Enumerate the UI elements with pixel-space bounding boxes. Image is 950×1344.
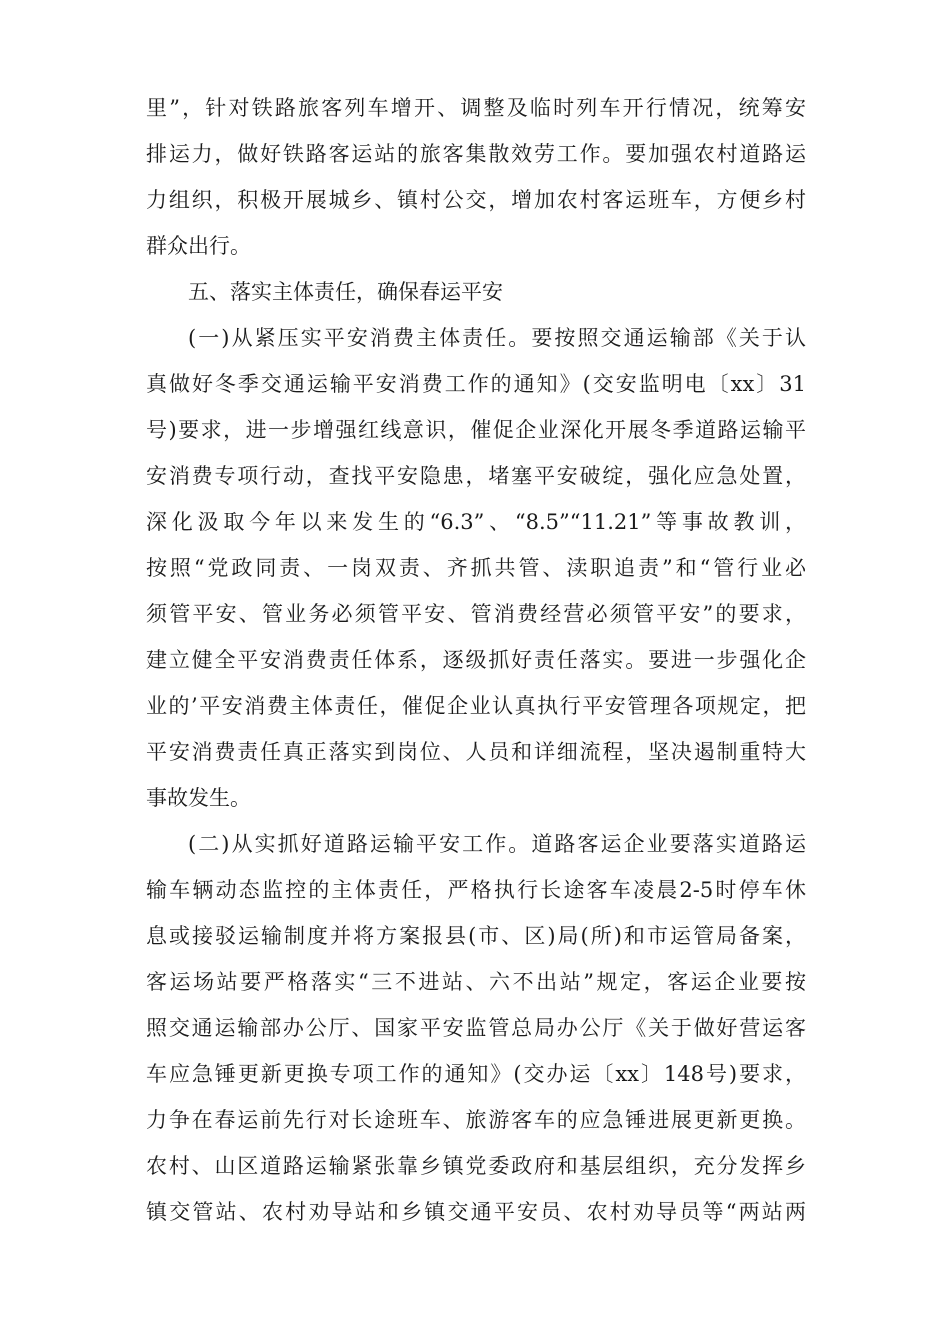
text-line: 五、落实主体责任，确保春运平安 — [188, 280, 503, 304]
text-line: 力争在春运前先行对长途班车、旅游客车的应急锤进展更新更换。 — [146, 1108, 806, 1132]
text-line: (二)从实抓好道路运输平安工作。道路客运企业要落实道路运 — [188, 832, 806, 856]
text-line: 群众出行。 — [146, 234, 251, 258]
text-line: 车应急锤更新更换专项工作的通知》(交办运〔xx〕148号)要求， — [146, 1062, 806, 1086]
text-line: 农村、山区道路运输紧张靠乡镇党委政府和基层组织，充分发挥乡 — [146, 1154, 806, 1178]
text-line: 事故发生。 — [146, 786, 251, 810]
text-line: 里”，针对铁路旅客列车增开、调整及临时列车开行情况，统筹安 — [146, 96, 806, 120]
text-line: 平安消费责任真正落实到岗位、人员和详细流程，坚决遏制重特大 — [146, 740, 806, 764]
text-line: 力组织，积极开展城乡、镇村公交，增加农村客运班车，方便乡村 — [146, 188, 806, 212]
text-line: 排运力，做好铁路客运站的旅客集散效劳工作。要加强农村道路运 — [146, 142, 806, 166]
document-page — [146, 85, 806, 1235]
text-line: 须管平安、管业务必须管平安、管消费经营必须管平安”的要求， — [146, 602, 806, 626]
text-line: 按照“党政同责、一岗双责、齐抓共管、渎职追责”和“管行业必 — [146, 556, 806, 580]
text-line: 输车辆动态监控的主体责任，严格执行长途客车凌晨2-5时停车休 — [146, 878, 806, 902]
text-line: 息或接驳运输制度并将方案报县(市、区)局(所)和市运管局备案， — [146, 924, 806, 948]
text-line: (一)从紧压实平安消费主体责任。要按照交通运输部《关于认 — [188, 326, 806, 350]
text-line: 镇交管站、农村劝导站和乡镇交通平安员、农村劝导员等“两站两 — [146, 1200, 806, 1224]
text-line: 深化汲取今年以来发生的“6.3”、“8.5”“11.21”等事故教训， — [146, 510, 806, 534]
text-line: 业的’平安消费主体责任，催促企业认真执行平安管理各项规定，把 — [146, 694, 806, 718]
text-line: 客运场站要严格落实“三不进站、六不出站”规定，客运企业要按 — [146, 970, 806, 994]
text-line: 号)要求，进一步增强红线意识，催促企业深化开展冬季道路运输平 — [146, 418, 806, 442]
text-line: 真做好冬季交通运输平安消费工作的通知》(交安监明电〔xx〕31 — [146, 372, 806, 396]
text-line: 建立健全平安消费责任体系，逐级抓好责任落实。要进一步强化企 — [146, 648, 806, 672]
text-line: 照交通运输部办公厅、国家平安监管总局办公厅《关于做好营运客 — [146, 1016, 806, 1040]
text-line: 安消费专项行动，查找平安隐患，堵塞平安破绽，强化应急处置， — [146, 464, 806, 488]
